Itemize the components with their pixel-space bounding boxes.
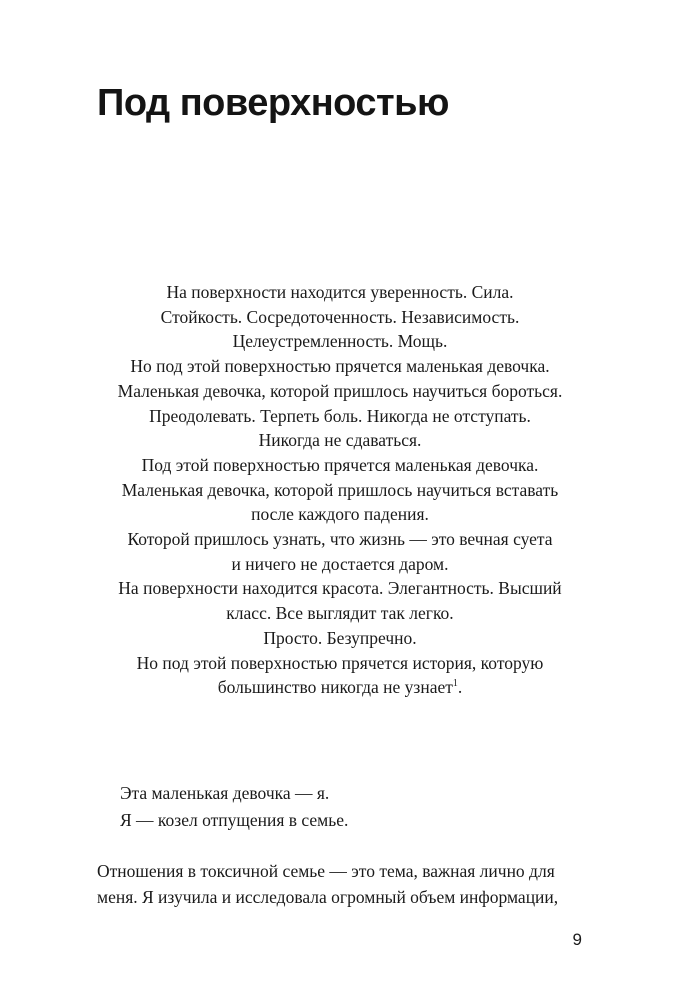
poem-line: класс. Все выглядит так легко. xyxy=(226,603,454,624)
poem-line: Которой пришлось узнать, что жизнь — это вечная суета xyxy=(127,529,553,550)
footnote-reference[interactable]: 1 xyxy=(452,678,458,690)
poem-line: Просто. Безупречно. xyxy=(263,627,417,648)
body-line: Отношения в токсичной семье — это тема, важная лично для xyxy=(97,861,555,881)
confession-block xyxy=(120,780,348,834)
body-line: меня. Я изучила и исследовала огромный объем информации, xyxy=(97,887,559,907)
poem-line: Под этой поверхностью прячется маленькая девочка. xyxy=(141,454,539,475)
poem-line: Маленькая девочка, которой пришлось научиться бороться. xyxy=(117,380,563,401)
poem-line: Но под этой поверхностью прячется маленькая девочка. xyxy=(130,356,550,377)
poem-line: На поверхности находится уверенность. Сила. xyxy=(166,282,514,302)
chapter-title: Под поверхностью xyxy=(97,82,449,124)
body-paragraph xyxy=(97,858,587,910)
page-number: 9 xyxy=(572,930,582,949)
poem-line: Никогда не сдаваться. xyxy=(258,430,422,451)
epigraph-poem xyxy=(60,280,620,700)
poem-last-line-text: большинство никогда не узнает xyxy=(217,677,453,698)
poem-line: и ничего не достается даром. xyxy=(231,553,449,574)
poem-line: Маленькая девочка, которой пришлось научиться вставать xyxy=(121,479,559,500)
poem-line: Стойкость. Сосредоточенность. Независимость. xyxy=(160,306,520,327)
poem-line: Но под этой поверхностью прячется история, которую xyxy=(136,652,544,673)
poem-last-line xyxy=(60,675,620,700)
poem-line: Преодолевать. Терпеть боль. Никогда не отступать. xyxy=(149,405,531,426)
poem-last-line-end: . xyxy=(457,677,463,698)
poem-line: На поверхности находится красота. Элегантность. Высший xyxy=(118,578,562,599)
poem-line: после каждого падения. xyxy=(251,504,429,525)
confession-line: Я — козел отпущения в семье. xyxy=(120,810,349,830)
confession-line: Эта маленькая девочка — я. xyxy=(120,783,330,803)
poem-line: Целеустремленность. Мощь. xyxy=(232,331,448,352)
